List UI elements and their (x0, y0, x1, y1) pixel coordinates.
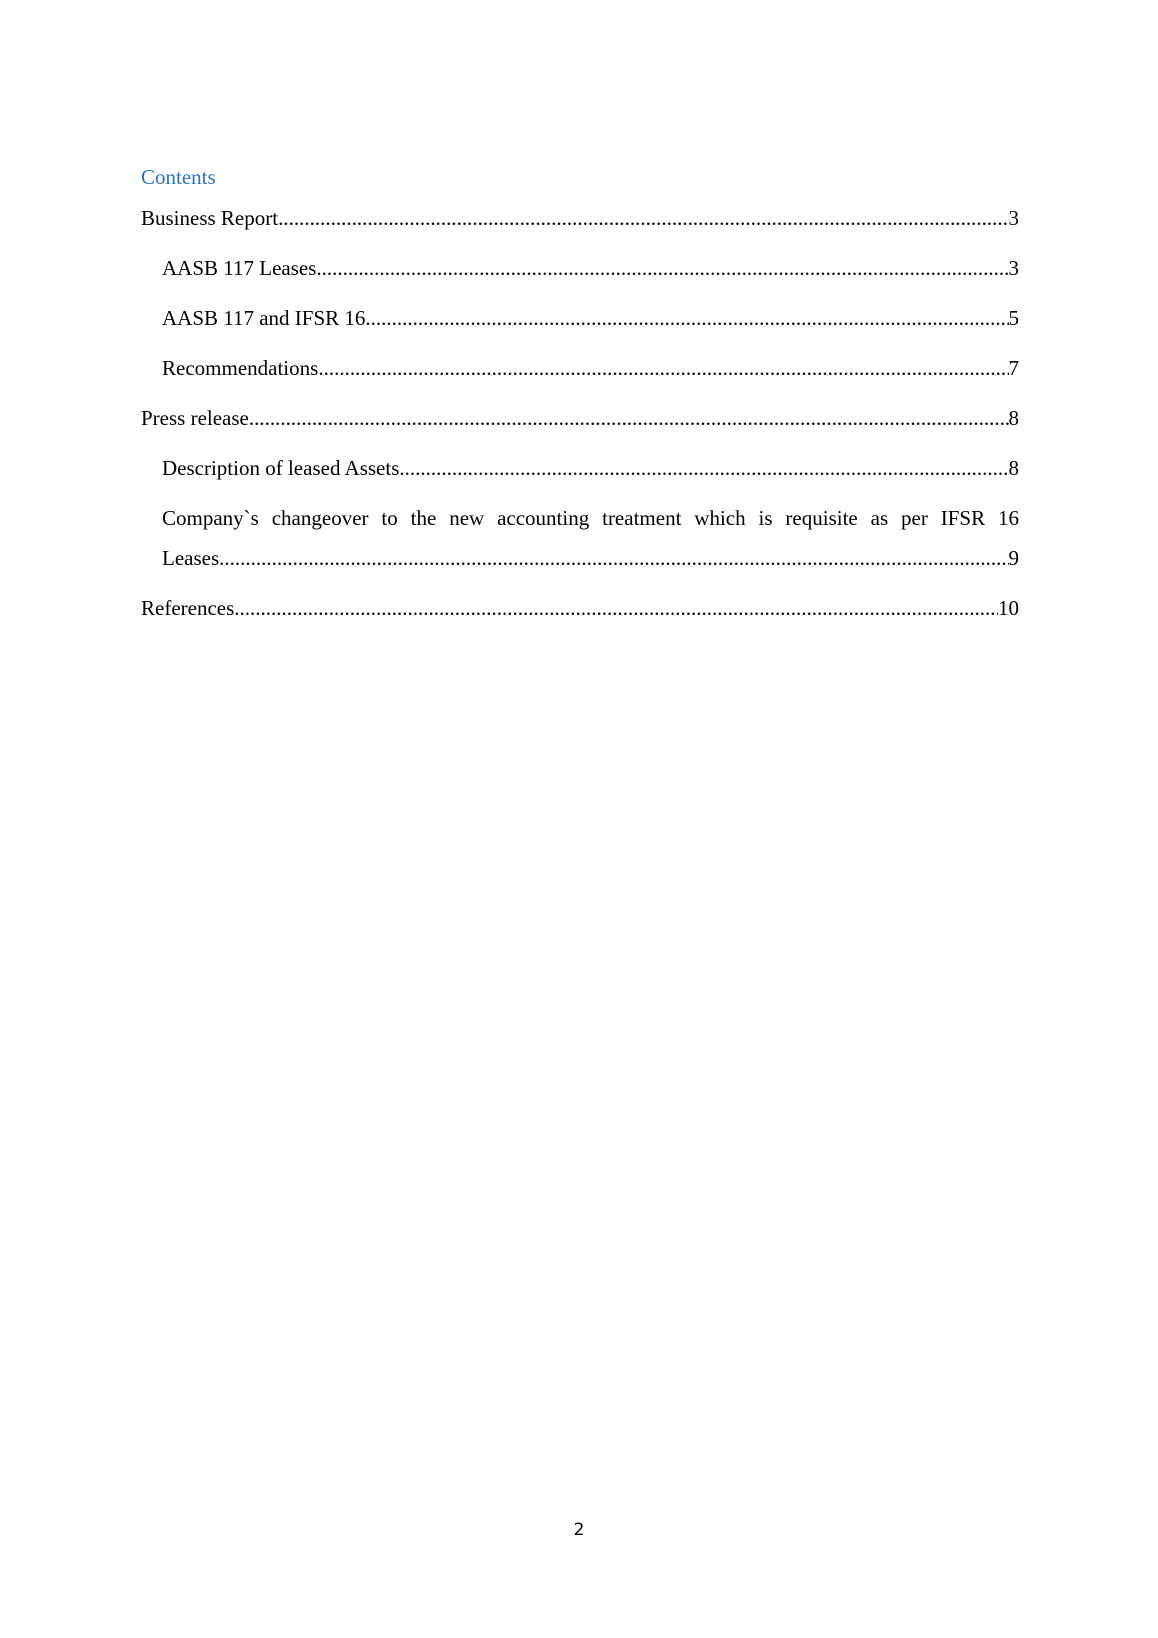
toc-entry-page: 8 (1008, 456, 1019, 480)
toc-dot-leader (219, 538, 1008, 578)
toc-dot-leader (318, 348, 1008, 388)
toc-dot-leader (234, 588, 998, 628)
toc-title: Contents (141, 165, 216, 189)
toc-entry-page: 7 (1008, 356, 1019, 380)
toc-entry-label: AASB 117 Leases (162, 256, 317, 280)
toc-dot-leader (249, 398, 1009, 438)
table-of-contents (141, 162, 1019, 638)
toc-entry-label: Recommendations (162, 356, 319, 380)
toc-dot-leader (365, 298, 1008, 338)
toc-entry-company-changeover[interactable] (162, 498, 1019, 578)
toc-entry-page: 10 (998, 596, 1019, 620)
toc-entry-label-line1: Company`s changeover to the new accounting treatment which is requisite as per IFSR 16 (162, 506, 1019, 530)
toc-entry-page: 5 (1008, 306, 1019, 330)
toc-entry-press-release[interactable] (141, 398, 1019, 438)
toc-entry-label: References (141, 596, 235, 620)
toc-entry-description-of-leased-assets[interactable] (162, 448, 1019, 488)
toc-entry-label: Business Report (141, 206, 279, 230)
toc-entry-page: 3 (1008, 206, 1019, 230)
toc-entry-aasb-117-leases[interactable] (162, 248, 1019, 288)
toc-entry-label: AASB 117 and IFSR 16 (162, 306, 366, 330)
toc-entry-page: 8 (1008, 406, 1019, 430)
toc-entry-page: 3 (1008, 256, 1019, 280)
toc-entry-label: Description of leased Assets (162, 456, 400, 480)
toc-entry-references[interactable] (141, 588, 1019, 628)
toc-entry-business-report[interactable] (141, 198, 1019, 238)
toc-entry-label: Press release (141, 406, 249, 430)
page-number: 2 (573, 1520, 585, 1540)
toc-dot-leader (316, 248, 1008, 288)
toc-entry-page: 9 (1008, 546, 1019, 570)
toc-entry-aasb-117-and-ifsr-16[interactable] (162, 298, 1019, 338)
toc-entry-recommendations[interactable] (162, 348, 1019, 388)
toc-dot-leader (399, 448, 1008, 488)
toc-entry-label-line2: Leases (162, 546, 220, 570)
toc-dot-leader (278, 198, 1008, 238)
